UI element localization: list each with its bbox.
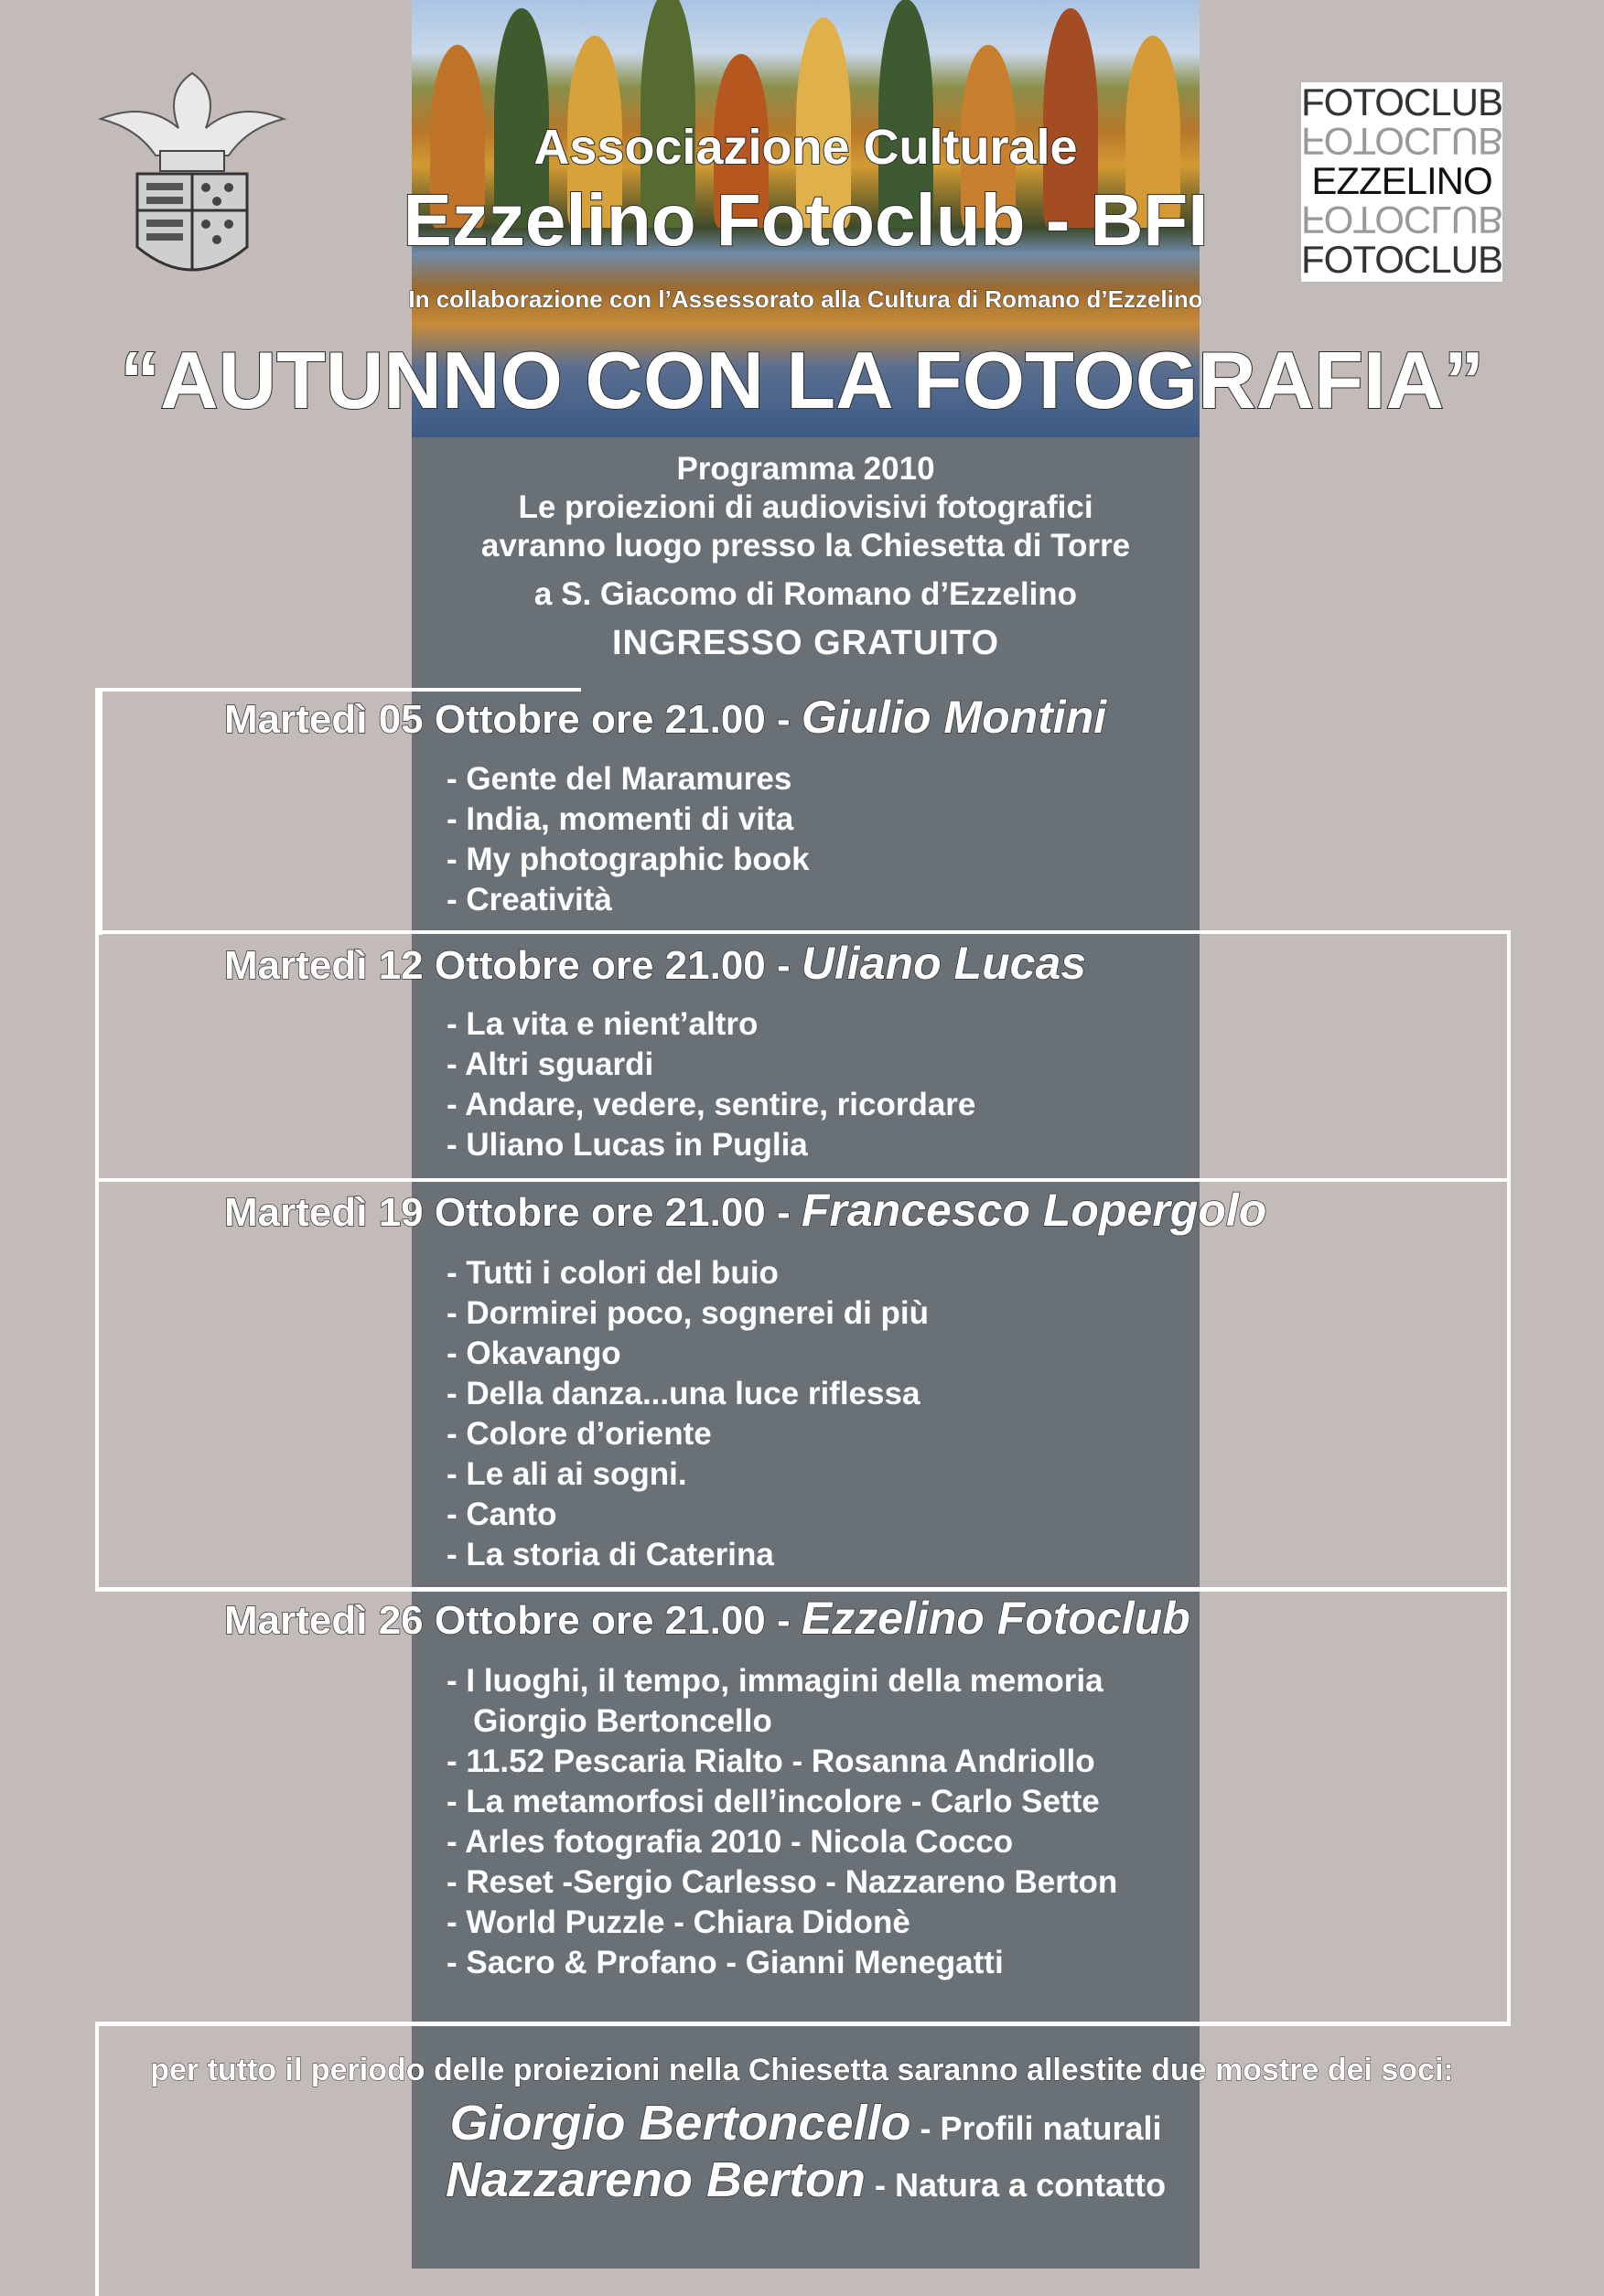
list-item: - I luoghi, il tempo, immagini della memoria bbox=[447, 1663, 1103, 1699]
event-author: Francesco Lopergolo bbox=[801, 1185, 1267, 1236]
logo-line: FOTOCLUB bbox=[1301, 238, 1502, 281]
list-item: - World Puzzle - Chiara Didonè bbox=[447, 1904, 910, 1940]
event-heading bbox=[224, 937, 1086, 990]
list-item: - Andare, vedere, sentire, ricordare bbox=[447, 1087, 976, 1122]
crest-emblem-icon bbox=[92, 64, 293, 293]
event-heading bbox=[224, 1184, 1266, 1237]
list-item: - Creatività bbox=[447, 882, 612, 917]
free-entry-label: INGRESSO GRATUITO bbox=[611, 624, 1000, 662]
list-item: - La vita e nient’altro bbox=[447, 1006, 759, 1042]
intro-line-1: Le proiezioni di audiovisivi fotografici bbox=[518, 489, 1093, 525]
list-item: - 11.52 Pescaria Rialto - Rosanna Andriollo bbox=[447, 1743, 1095, 1779]
list-item: - Okavango bbox=[447, 1336, 621, 1371]
exhibition-2 bbox=[412, 2151, 1200, 2208]
event-program-list bbox=[447, 1004, 975, 1165]
program-year: Programma 2010 bbox=[676, 451, 935, 487]
list-item: - Le ali ai sogni. bbox=[447, 1456, 687, 1492]
event-heading bbox=[224, 1592, 1190, 1645]
list-item: - Altri sguardi bbox=[447, 1046, 654, 1082]
intro-line-2: avranno luogo presso la Chiesetta di Torre bbox=[480, 528, 1131, 563]
list-item: - My photographic book bbox=[447, 842, 810, 877]
list-item: - La storia di Caterina bbox=[447, 1537, 774, 1572]
event-date: Martedì 12 Ottobre ore 21.00 - bbox=[224, 943, 802, 988]
club-name: Ezzelino Fotoclub - BFI bbox=[403, 179, 1209, 261]
exhibition-1 bbox=[412, 2095, 1200, 2151]
event-date: Martedì 05 Ottobre ore 21.00 - bbox=[224, 697, 802, 742]
list-item: - Colore d’oriente bbox=[447, 1416, 712, 1452]
list-item: Giorgio Bertoncello bbox=[447, 1703, 772, 1739]
exhibition-title: - Profili naturali bbox=[910, 2109, 1162, 2147]
list-item: - Dormirei poco, sognerei di più bbox=[447, 1295, 929, 1331]
event-frame bbox=[95, 688, 102, 935]
exhibition-note: per tutto il periodo delle proiezioni nella Chiesetta saranno allestite due mostre dei soci: bbox=[150, 2053, 1454, 2087]
list-item: - Canto bbox=[447, 1497, 557, 1532]
list-item: - Uliano Lucas in Puglia bbox=[447, 1127, 808, 1163]
logo-line-mirrored: FOTOCLUB bbox=[1301, 120, 1502, 163]
list-item: - Della danza...una luce riflessa bbox=[447, 1376, 920, 1411]
exhibition-author: Nazzareno Berton bbox=[445, 2152, 867, 2207]
event-date: Martedì 19 Ottobre ore 21.00 - bbox=[224, 1190, 802, 1235]
exhibition-title: - Natura a contatto bbox=[866, 2166, 1167, 2204]
logo-line-main: EZZELINO bbox=[1311, 159, 1492, 202]
list-item: - India, momenti di vita bbox=[447, 801, 794, 837]
list-item: - Gente del Maramures bbox=[447, 761, 792, 797]
event-date: Martedì 26 Ottobre ore 21.00 - bbox=[224, 1598, 802, 1643]
list-item: - Arles fotografia 2010 - Nicola Cocco bbox=[447, 1824, 1014, 1860]
collaboration-note: In collaborazione con l’Assessorato alla Cultura di Romano d’Ezzelino bbox=[408, 285, 1203, 313]
exhibition-author: Giorgio Bertoncello bbox=[449, 2096, 911, 2151]
logo-line: FOTOCLUB bbox=[1301, 80, 1502, 123]
list-item: - Tutti i colori del buio bbox=[447, 1255, 779, 1291]
event-title: “AUTUNNO CON LA FOTOGRAFIA” bbox=[119, 335, 1484, 425]
event-author: Ezzelino Fotoclub bbox=[801, 1593, 1190, 1644]
list-item: - La metamorfosi dell’incolore - Carlo Sette bbox=[447, 1784, 1100, 1819]
logo-line-mirrored: FOTOCLUB bbox=[1301, 198, 1502, 241]
event-author: Giulio Montini bbox=[801, 692, 1107, 743]
list-item: - Reset -Sergio Carlesso - Nazzareno Berton bbox=[447, 1864, 1118, 1900]
event-program-list bbox=[447, 1253, 929, 1575]
event-heading bbox=[224, 691, 1106, 744]
list-item: - Sacro & Profano - Gianni Menegatti bbox=[447, 1945, 1004, 1980]
event-program-list bbox=[447, 759, 810, 920]
intro-line-3: a S. Giacomo di Romano d’Ezzelino bbox=[533, 576, 1078, 612]
event-author: Uliano Lucas bbox=[801, 938, 1087, 989]
event-program-list bbox=[447, 1661, 1117, 1983]
association-label: Associazione Culturale bbox=[533, 120, 1078, 175]
